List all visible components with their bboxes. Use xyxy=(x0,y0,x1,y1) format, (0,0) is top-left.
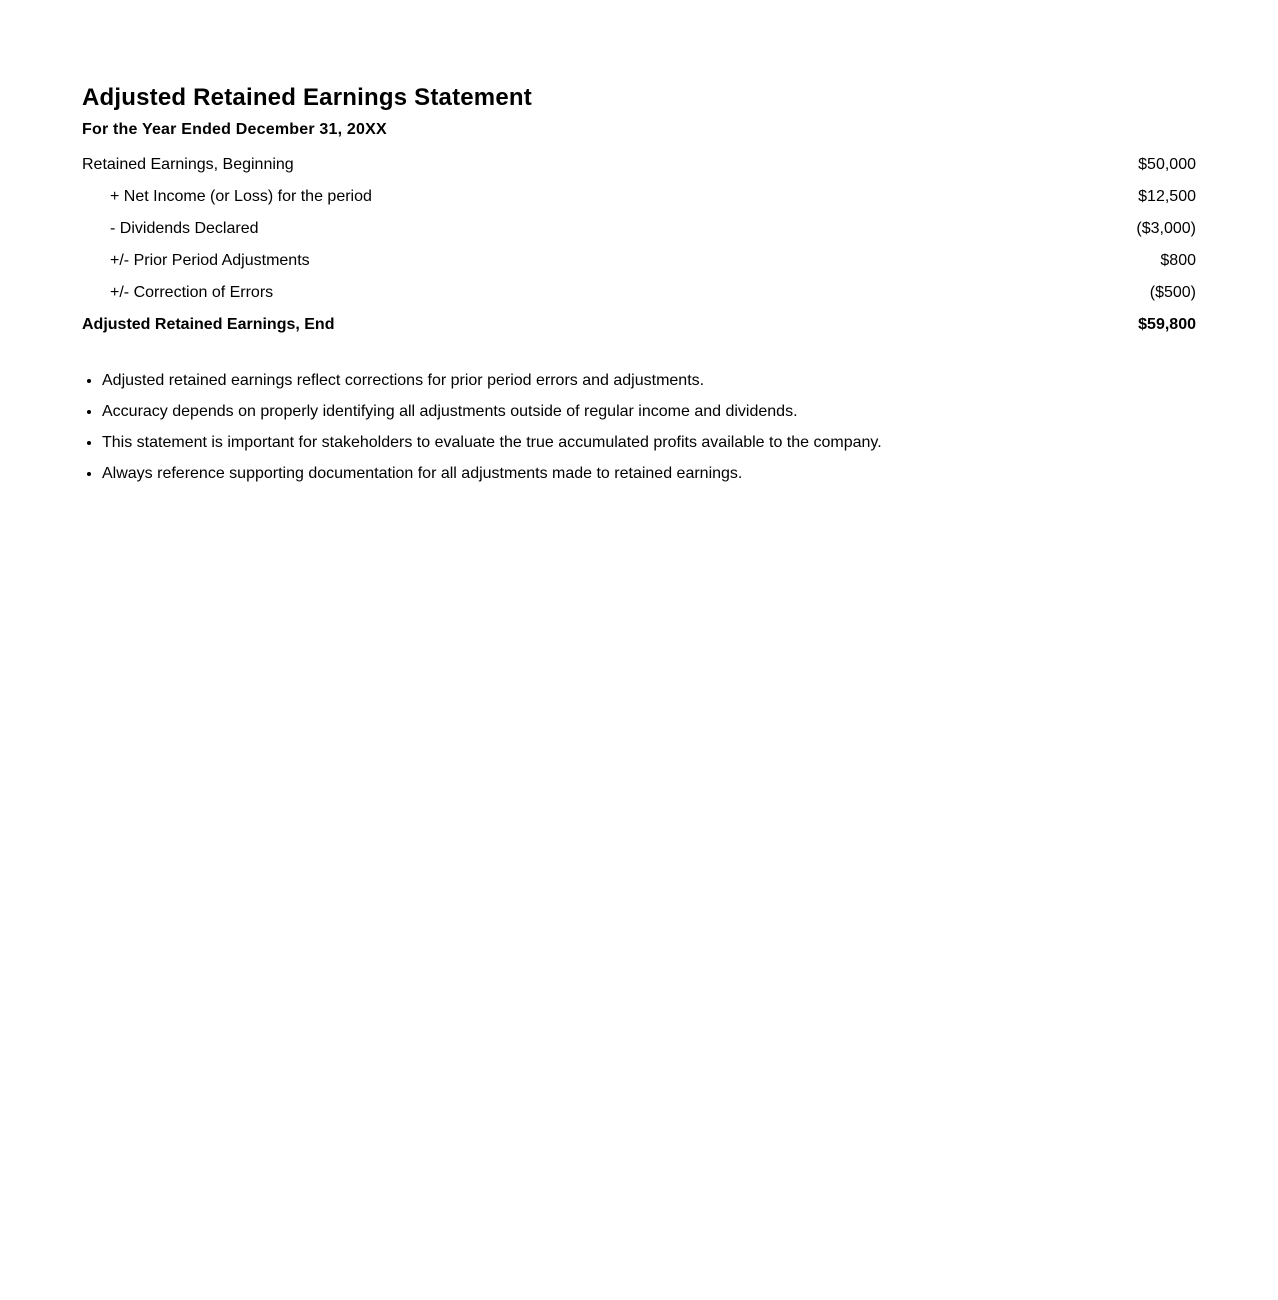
row-amount: ($500) xyxy=(1149,284,1196,301)
row-label: - Dividends Declared xyxy=(110,220,259,237)
row-label: +/- Correction of Errors xyxy=(110,284,274,301)
row-amount: $12,500 xyxy=(1138,188,1196,205)
note-item: • Always reference supporting documentation for all adjustments made to retained earnings. xyxy=(102,458,1196,489)
statement-row-beginning xyxy=(82,149,1196,181)
notes-list xyxy=(82,365,1196,489)
statement-row-corrections xyxy=(82,277,1196,309)
document xyxy=(82,82,1196,489)
row-amount: $50,000 xyxy=(1138,156,1196,173)
statement-row-dividends xyxy=(82,213,1196,245)
statement-row-total xyxy=(82,309,1196,341)
row-amount: $800 xyxy=(1160,252,1196,269)
note-item: • This statement is important for stakeholders to evaluate the true accumulated profits available to the company. xyxy=(102,427,1196,458)
statement-table xyxy=(82,149,1196,341)
row-label: Retained Earnings, Beginning xyxy=(82,156,294,173)
row-label: +/- Prior Period Adjustments xyxy=(110,252,310,269)
statement-row-prior-period xyxy=(82,245,1196,277)
page-title: Adjusted Retained Earnings Statement xyxy=(82,84,532,111)
statement-row-net-income xyxy=(82,181,1196,213)
total-label: Adjusted Retained Earnings, End xyxy=(82,316,335,333)
row-amount: ($3,000) xyxy=(1136,220,1196,237)
row-label: + Net Income (or Loss) for the period xyxy=(110,188,372,205)
note-item: • Adjusted retained earnings reflect corrections for prior period errors and adjustments. xyxy=(102,365,1196,396)
page-subtitle: For the Year Ended December 31, 20XX xyxy=(82,121,387,138)
note-item: • Accuracy depends on properly identifying all adjustments outside of regular income and dividends. xyxy=(102,396,1196,427)
total-amount: $59,800 xyxy=(1138,316,1196,333)
